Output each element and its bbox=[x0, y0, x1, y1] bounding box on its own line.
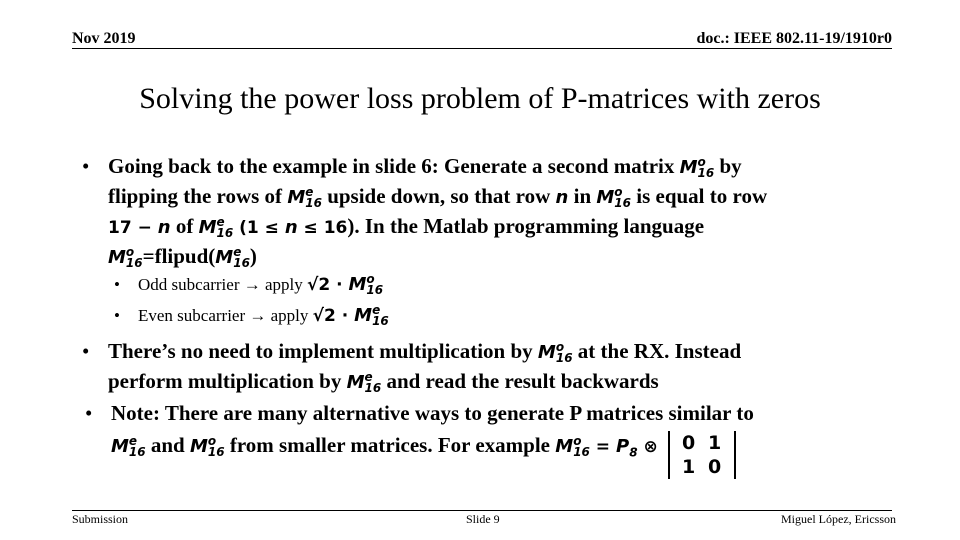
text: There’s no need to implement multiplication by bbox=[108, 339, 538, 363]
bullet-1-line-2 bbox=[108, 182, 888, 212]
matrix-m16-odd: M o 16 bbox=[596, 185, 631, 210]
matrix-cell: 1 bbox=[708, 432, 722, 454]
matrix-m16-odd: M o 16 bbox=[537, 340, 573, 365]
bullet-3 bbox=[85, 399, 891, 478]
header-divider bbox=[72, 48, 892, 49]
text: upside down, so that row bbox=[321, 184, 556, 208]
kronecker-symbol: ⊗ bbox=[637, 437, 664, 457]
math-text: (1 ≤ bbox=[233, 218, 285, 238]
matrix-m16-even: M e 16 bbox=[198, 215, 234, 240]
text: from smaller matrices. For example bbox=[224, 433, 556, 457]
matrix-2x2 bbox=[668, 431, 736, 479]
matrix-m16-even: M e 16 bbox=[287, 185, 322, 210]
matrix-cell: 0 bbox=[708, 456, 722, 478]
matrix-m16-odd: M o 16 bbox=[555, 434, 590, 459]
bullet-1-line-3 bbox=[108, 212, 888, 242]
text: ) bbox=[249, 244, 257, 268]
var-n: n bbox=[157, 217, 171, 238]
matrix-cell: 1 bbox=[682, 456, 696, 478]
footer-author: Miguel López, Ericsson bbox=[781, 512, 896, 526]
text: Even subcarrier bbox=[138, 306, 250, 325]
bullet-1-line-4 bbox=[108, 242, 888, 272]
bullet-1 bbox=[82, 152, 888, 272]
text: flipping the rows of bbox=[108, 184, 288, 208]
bullet-2 bbox=[82, 337, 888, 397]
bullet-3-line-2 bbox=[111, 427, 891, 478]
matrix-m16-odd: M o 16 bbox=[679, 155, 715, 180]
bullet-dot: • bbox=[85, 401, 93, 425]
text: by bbox=[714, 154, 742, 178]
sub-bullet-even bbox=[114, 303, 389, 328]
text: is equal to row bbox=[631, 184, 768, 208]
text: at the RX. Instead bbox=[572, 339, 742, 363]
text: apply bbox=[260, 275, 308, 294]
math-text: ≤ 16 bbox=[297, 218, 348, 238]
text: in bbox=[568, 184, 597, 208]
sub-bullet-odd bbox=[114, 272, 384, 297]
slide-title: Solving the power loss problem of P-matrices with zeros bbox=[139, 82, 821, 115]
arrow-icon: → bbox=[243, 275, 261, 294]
header-doc-id: doc.: IEEE 802.11-19/1910r0 bbox=[696, 30, 892, 47]
math-text: 17 − bbox=[108, 218, 158, 238]
text: and read the result backwards bbox=[381, 369, 659, 393]
matrix-m16-even: M e 16 bbox=[354, 303, 389, 328]
var-n: n bbox=[284, 217, 298, 238]
footer-divider bbox=[72, 510, 892, 511]
sub-bullet-dot: • bbox=[114, 306, 120, 325]
matrix-m16-even: M e 16 bbox=[346, 370, 382, 395]
bullet-1-line-1 bbox=[108, 152, 888, 182]
matrix-m16-even: M e 16 bbox=[111, 434, 146, 459]
sub-bullet-dot: • bbox=[114, 275, 120, 294]
header-date: Nov 2019 bbox=[72, 30, 136, 47]
matrix-p8: $P_8$ bbox=[615, 436, 638, 460]
var-n: n bbox=[555, 187, 569, 208]
matrix-m16-odd: M o 16 bbox=[348, 272, 384, 297]
text: perform multiplication by bbox=[108, 369, 347, 393]
matrix-m16-odd: M o 16 bbox=[189, 434, 225, 459]
text: ). In the Matlab programming language bbox=[347, 214, 705, 238]
footer-slide-number: Slide 9 bbox=[466, 512, 500, 526]
bullet-2-line-1 bbox=[108, 337, 888, 367]
text: of bbox=[170, 214, 199, 238]
text: Going back to the example in slide 6: Generate a second matrix bbox=[108, 154, 680, 178]
matrix-cell: 0 bbox=[682, 432, 696, 454]
text: apply bbox=[266, 306, 313, 325]
text: Odd subcarrier bbox=[138, 275, 244, 294]
matrix-m16-even: M e 16 bbox=[215, 245, 250, 270]
bullet-dot: • bbox=[82, 339, 90, 363]
matrix-m16-odd: M o 16 bbox=[108, 245, 143, 270]
math-text: = bbox=[589, 437, 616, 457]
bullet-2-line-2 bbox=[108, 367, 888, 397]
bullet-dot: • bbox=[82, 154, 90, 178]
bullet-3-line-1: Note: There are many alternative ways to generate P matrices similar to bbox=[111, 401, 754, 425]
sqrt-expr: √2 · bbox=[307, 275, 349, 295]
arrow-icon: → bbox=[249, 306, 267, 325]
text: =flipud( bbox=[142, 244, 216, 268]
footer-submission: Submission bbox=[72, 512, 129, 526]
text: and bbox=[145, 433, 190, 457]
sqrt-expr: √2 · bbox=[312, 306, 355, 326]
